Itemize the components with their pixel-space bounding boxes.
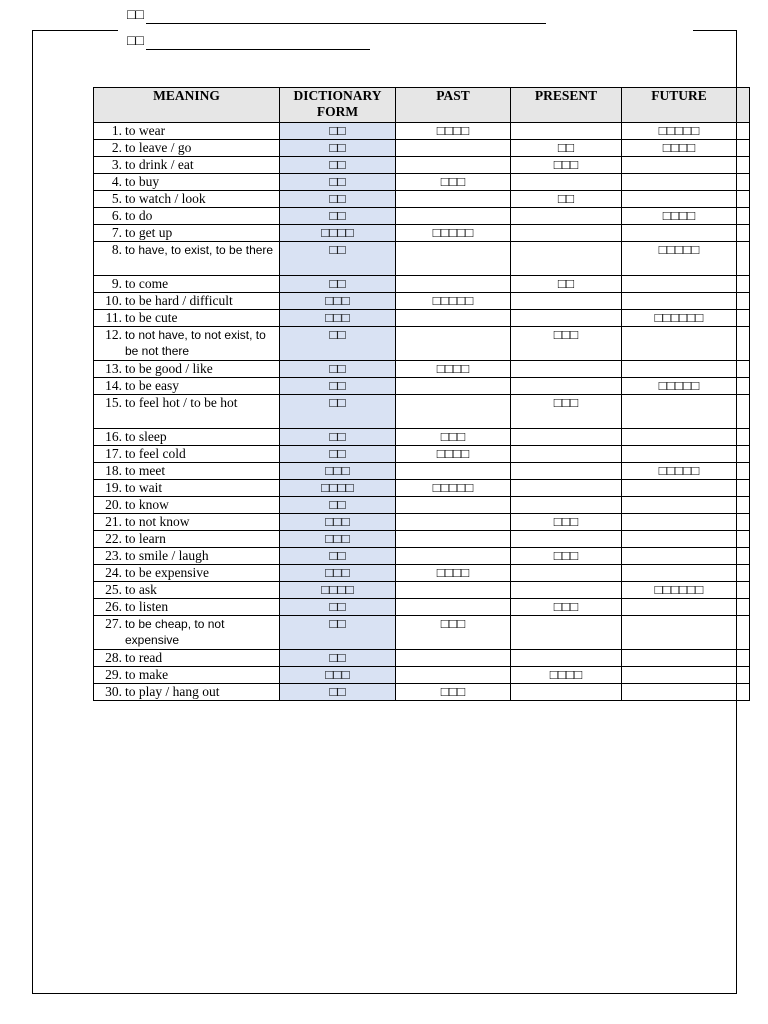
table-row [94,548,750,565]
present-cell[interactable] [511,310,622,327]
meaning-text: to learn [125,531,166,546]
present-cell[interactable]: □□ [511,140,622,157]
header-past: PAST [396,88,511,123]
meaning-cell [94,565,280,582]
row-number: 13. [105,361,122,376]
present-cell[interactable]: □□□ [511,599,622,616]
past-cell[interactable]: □□□□□ [396,225,511,242]
future-cell[interactable] [622,157,737,174]
meaning-cell [94,599,280,616]
meaning-cell [94,208,280,225]
extra-cell [737,157,750,174]
row-number: 11. [105,310,122,325]
extra-cell [737,616,750,650]
meaning-cell [94,616,280,650]
present-cell[interactable] [511,174,622,191]
meaning-cell [94,242,280,276]
meaning-text: to be cheap, to not expensive [125,617,225,647]
meaning-text: to know [125,497,169,512]
past-cell[interactable]: □□□ [396,684,511,701]
past-cell[interactable] [396,310,511,327]
meaning-text: to listen [125,599,169,614]
table-row [94,242,750,276]
table-row [94,480,750,497]
future-cell[interactable] [622,327,737,361]
row-number: 6. [111,208,122,223]
dictionary-form-cell[interactable]: □□□ [280,667,396,684]
meaning-cell [94,276,280,293]
present-cell[interactable] [511,582,622,599]
table-row [94,140,750,157]
past-cell[interactable]: □□□□ [396,446,511,463]
past-cell[interactable]: □□□□ [396,123,511,140]
past-cell[interactable] [396,208,511,225]
past-cell[interactable] [396,667,511,684]
extra-cell [737,293,750,310]
extra-cell [737,463,750,480]
present-cell[interactable] [511,446,622,463]
future-cell[interactable] [622,650,737,667]
future-cell[interactable] [622,276,737,293]
future-cell[interactable] [622,225,737,242]
table-row [94,531,750,548]
table-row [94,565,750,582]
row-number: 19. [105,480,122,495]
extra-cell [737,174,750,191]
meaning-text: to wear [125,123,166,138]
meaning-cell [94,327,280,361]
dictionary-form-cell[interactable]: □□□□ [280,480,396,497]
row-number: 26. [105,599,122,614]
name-field[interactable] [127,8,546,24]
present-cell[interactable] [511,616,622,650]
row-number: 17. [105,446,122,461]
past-cell[interactable]: □□□□□ [396,293,511,310]
future-cell[interactable] [622,446,737,463]
past-cell[interactable] [396,242,511,276]
table-row [94,514,750,531]
past-cell[interactable] [396,599,511,616]
meaning-text: to ask [125,582,157,597]
future-cell[interactable] [622,616,737,650]
row-number: 30. [105,684,122,699]
meaning-text: to read [125,650,163,665]
dictionary-form-cell[interactable]: □□ [280,276,396,293]
row-number: 14. [105,378,122,393]
row-number: 9. [111,276,122,291]
dictionary-form-cell[interactable]: □□ [280,140,396,157]
dictionary-form-cell[interactable]: □□□ [280,531,396,548]
future-cell[interactable]: □□□□□ [622,242,737,276]
past-cell[interactable] [396,276,511,293]
extra-cell [737,497,750,514]
table-row [94,208,750,225]
future-cell[interactable] [622,667,737,684]
present-cell[interactable] [511,242,622,276]
meaning-cell [94,157,280,174]
extra-cell [737,276,750,293]
dictionary-form-cell[interactable]: □□ [280,191,396,208]
meaning-cell [94,531,280,548]
present-cell[interactable] [511,293,622,310]
meaning-text: to sleep [125,429,167,444]
row-number: 21. [105,514,122,529]
future-cell[interactable] [622,565,737,582]
table-row [94,225,750,242]
dictionary-form-cell[interactable]: □□□ [280,565,396,582]
table-row [94,616,750,650]
past-cell[interactable] [396,582,511,599]
dictionary-form-cell[interactable]: □□ [280,497,396,514]
future-cell[interactable] [622,548,737,565]
meaning-text: to meet [125,463,166,478]
past-cell[interactable] [396,191,511,208]
name-blank-line[interactable] [146,11,546,24]
table-row [94,463,750,480]
row-number: 16. [105,429,122,444]
meaning-cell [94,429,280,446]
meaning-text: to wait [125,480,163,495]
class-blank-line[interactable] [146,37,370,50]
extra-cell [737,684,750,701]
meaning-text: to watch / look [125,191,206,206]
future-cell[interactable]: □□□□□ [622,378,737,395]
row-number: 5. [111,191,122,206]
extra-cell [737,599,750,616]
meaning-cell [94,191,280,208]
row-number: 24. [105,565,122,580]
past-cell[interactable] [396,327,511,361]
dictionary-form-cell[interactable]: □□ [280,599,396,616]
extra-cell [737,208,750,225]
present-cell[interactable] [511,378,622,395]
present-cell[interactable]: □□ [511,276,622,293]
row-number: 12. [105,327,122,342]
past-cell[interactable] [396,497,511,514]
row-number: 3. [111,157,122,172]
meaning-cell [94,514,280,531]
extra-cell [737,480,750,497]
frame-left-line [32,30,33,994]
extra-cell [737,650,750,667]
row-number: 22. [105,531,122,546]
row-number: 10. [105,293,122,308]
dictionary-form-cell[interactable]: □□□ [280,293,396,310]
row-number: 20. [105,497,122,512]
row-number: 2. [111,140,122,155]
extra-cell [737,310,750,327]
future-cell[interactable] [622,429,737,446]
past-cell[interactable] [396,140,511,157]
meaning-cell [94,310,280,327]
header-present: PRESENT [511,88,622,123]
header-meaning: MEANING [94,88,280,123]
meaning-text: to be cute [125,310,178,325]
future-cell[interactable]: □□□□□ [622,463,737,480]
row-number: 4. [111,174,122,189]
meaning-text: to be expensive [125,565,209,580]
table-row [94,191,750,208]
meaning-cell [94,140,280,157]
present-cell[interactable] [511,531,622,548]
dictionary-form-cell[interactable]: □□ [280,395,396,429]
frame-top-left-line [32,30,118,31]
meaning-cell [94,293,280,310]
meaning-text: to feel hot / to be hot [125,395,238,410]
meaning-text: to not know [125,514,190,529]
dictionary-form-cell[interactable]: □□ [280,616,396,650]
meaning-cell [94,123,280,140]
present-cell[interactable] [511,429,622,446]
meaning-text: to do [125,208,153,223]
future-cell[interactable]: □□□□□□ [622,310,737,327]
present-cell[interactable] [511,463,622,480]
dictionary-form-cell[interactable]: □□□ [280,514,396,531]
table-row [94,599,750,616]
past-cell[interactable] [396,463,511,480]
row-number: 18. [105,463,122,478]
meaning-text: to leave / go [125,140,192,155]
header-future: FUTURE [622,88,737,123]
dictionary-form-cell[interactable]: □□ [280,650,396,667]
present-cell[interactable]: □□ [511,191,622,208]
dictionary-form-cell[interactable]: □□ [280,429,396,446]
present-cell[interactable] [511,123,622,140]
meaning-cell [94,650,280,667]
future-cell[interactable] [622,361,737,378]
row-number: 29. [105,667,122,682]
past-cell[interactable] [396,531,511,548]
extra-cell [737,395,750,429]
extra-cell [737,429,750,446]
frame-bottom-line [32,993,737,994]
table-row [94,361,750,378]
table-row [94,293,750,310]
past-cell[interactable] [396,514,511,531]
table-row [94,497,750,514]
future-cell[interactable] [622,293,737,310]
table-row [94,310,750,327]
present-cell[interactable] [511,361,622,378]
present-cell[interactable] [511,480,622,497]
future-cell[interactable]: □□□□ [622,140,737,157]
meaning-cell [94,463,280,480]
extra-cell [737,548,750,565]
table-row [94,157,750,174]
future-cell[interactable]: □□□□□□ [622,582,737,599]
dictionary-form-cell[interactable]: □□ [280,446,396,463]
meaning-text: to smile / laugh [125,548,209,563]
meaning-cell [94,548,280,565]
row-number: 7. [111,225,122,240]
present-cell[interactable] [511,225,622,242]
past-cell[interactable]: □□□ [396,616,511,650]
meaning-text: to drink / eat [125,157,194,172]
dictionary-form-cell[interactable]: □□ [280,123,396,140]
future-cell[interactable] [622,395,737,429]
row-number: 15. [105,395,122,410]
present-cell[interactable] [511,684,622,701]
name-label: □□ [127,8,144,23]
meaning-cell [94,395,280,429]
meaning-text: to have, to exist, to be there [125,243,274,257]
dictionary-form-cell[interactable]: □□ [280,378,396,395]
past-cell[interactable]: □□□□ [396,361,511,378]
meaning-text: to play / hang out [125,684,220,699]
table-row [94,650,750,667]
dictionary-form-cell[interactable]: □□ [280,208,396,225]
extra-cell [737,446,750,463]
present-cell[interactable]: □□□ [511,548,622,565]
meaning-text: to be hard / difficult [125,293,233,308]
meaning-cell [94,582,280,599]
extra-cell [737,327,750,361]
present-cell[interactable] [511,497,622,514]
class-label: □□ [127,34,144,49]
meaning-cell [94,497,280,514]
table-row [94,276,750,293]
meaning-text: to make [125,667,169,682]
table-row [94,446,750,463]
row-number: 25. [105,582,122,597]
past-cell[interactable] [396,157,511,174]
future-cell[interactable]: □□□□ [622,208,737,225]
meaning-cell [94,480,280,497]
future-cell[interactable] [622,480,737,497]
dictionary-form-cell[interactable]: □□□ [280,463,396,480]
present-cell[interactable]: □□□ [511,395,622,429]
future-cell[interactable] [622,174,737,191]
row-number: 27. [105,616,122,631]
dictionary-form-cell[interactable]: □□ [280,327,396,361]
meaning-cell [94,446,280,463]
row-number: 1. [111,123,122,138]
meaning-text: to get up [125,225,173,240]
extra-cell [737,123,750,140]
table-row [94,327,750,361]
row-number: 8. [111,242,122,257]
dictionary-form-cell[interactable]: □□ [280,684,396,701]
dictionary-form-cell[interactable]: □□ [280,361,396,378]
extra-cell [737,378,750,395]
meaning-text: to buy [125,174,160,189]
meaning-text: to come [125,276,169,291]
extra-cell [737,565,750,582]
past-cell[interactable] [396,378,511,395]
extra-cell [737,242,750,276]
table-row [94,395,750,429]
future-cell[interactable] [622,599,737,616]
table-row [94,667,750,684]
meaning-text: to be easy [125,378,179,393]
dictionary-form-cell[interactable]: □□ [280,548,396,565]
present-cell[interactable] [511,208,622,225]
past-cell[interactable]: □□□ [396,429,511,446]
extra-cell [737,361,750,378]
past-cell[interactable]: □□□□□ [396,480,511,497]
meaning-cell [94,225,280,242]
future-cell[interactable] [622,514,737,531]
class-field[interactable] [127,34,370,50]
future-cell[interactable] [622,191,737,208]
present-cell[interactable] [511,565,622,582]
table-row [94,429,750,446]
extra-cell [737,514,750,531]
table-row [94,123,750,140]
past-cell[interactable]: □□□□ [396,565,511,582]
present-cell[interactable]: □□□ [511,514,622,531]
future-cell[interactable]: □□□□□ [622,123,737,140]
extra-cell [737,191,750,208]
meaning-cell [94,361,280,378]
past-cell[interactable] [396,395,511,429]
meaning-cell [94,174,280,191]
past-cell[interactable] [396,548,511,565]
meaning-text: to feel cold [125,446,186,461]
meaning-cell [94,667,280,684]
extra-cell [737,582,750,599]
conjugation-table [93,87,750,701]
row-number: 28. [105,650,122,665]
extra-cell [737,531,750,548]
present-cell[interactable]: □□□ [511,157,622,174]
header-dictionary-form: DICTIONARY FORM [280,88,396,123]
table-header-row [94,88,750,123]
extra-cell [737,140,750,157]
dictionary-form-cell[interactable]: □□ [280,174,396,191]
meaning-cell [94,684,280,701]
table-row [94,174,750,191]
past-cell[interactable] [396,650,511,667]
present-cell[interactable] [511,650,622,667]
dictionary-form-cell[interactable]: □□□□ [280,225,396,242]
table-row [94,378,750,395]
row-number: 23. [105,548,122,563]
meaning-text: to be good / like [125,361,213,376]
dictionary-form-cell[interactable]: □□ [280,157,396,174]
dictionary-form-cell[interactable]: □□ [280,242,396,276]
future-cell[interactable] [622,684,737,701]
meaning-text: to not have, to not exist, to be not there [125,328,266,358]
frame-top-right-line [693,30,737,31]
future-cell[interactable] [622,531,737,548]
past-cell[interactable]: □□□ [396,174,511,191]
extra-cell [737,667,750,684]
present-cell[interactable]: □□□□ [511,667,622,684]
extra-cell [737,225,750,242]
future-cell[interactable] [622,497,737,514]
present-cell[interactable]: □□□ [511,327,622,361]
header-extra [737,88,750,123]
dictionary-form-cell[interactable]: □□□□ [280,582,396,599]
table-row [94,684,750,701]
dictionary-form-cell[interactable]: □□□ [280,310,396,327]
meaning-cell [94,378,280,395]
table-row [94,582,750,599]
